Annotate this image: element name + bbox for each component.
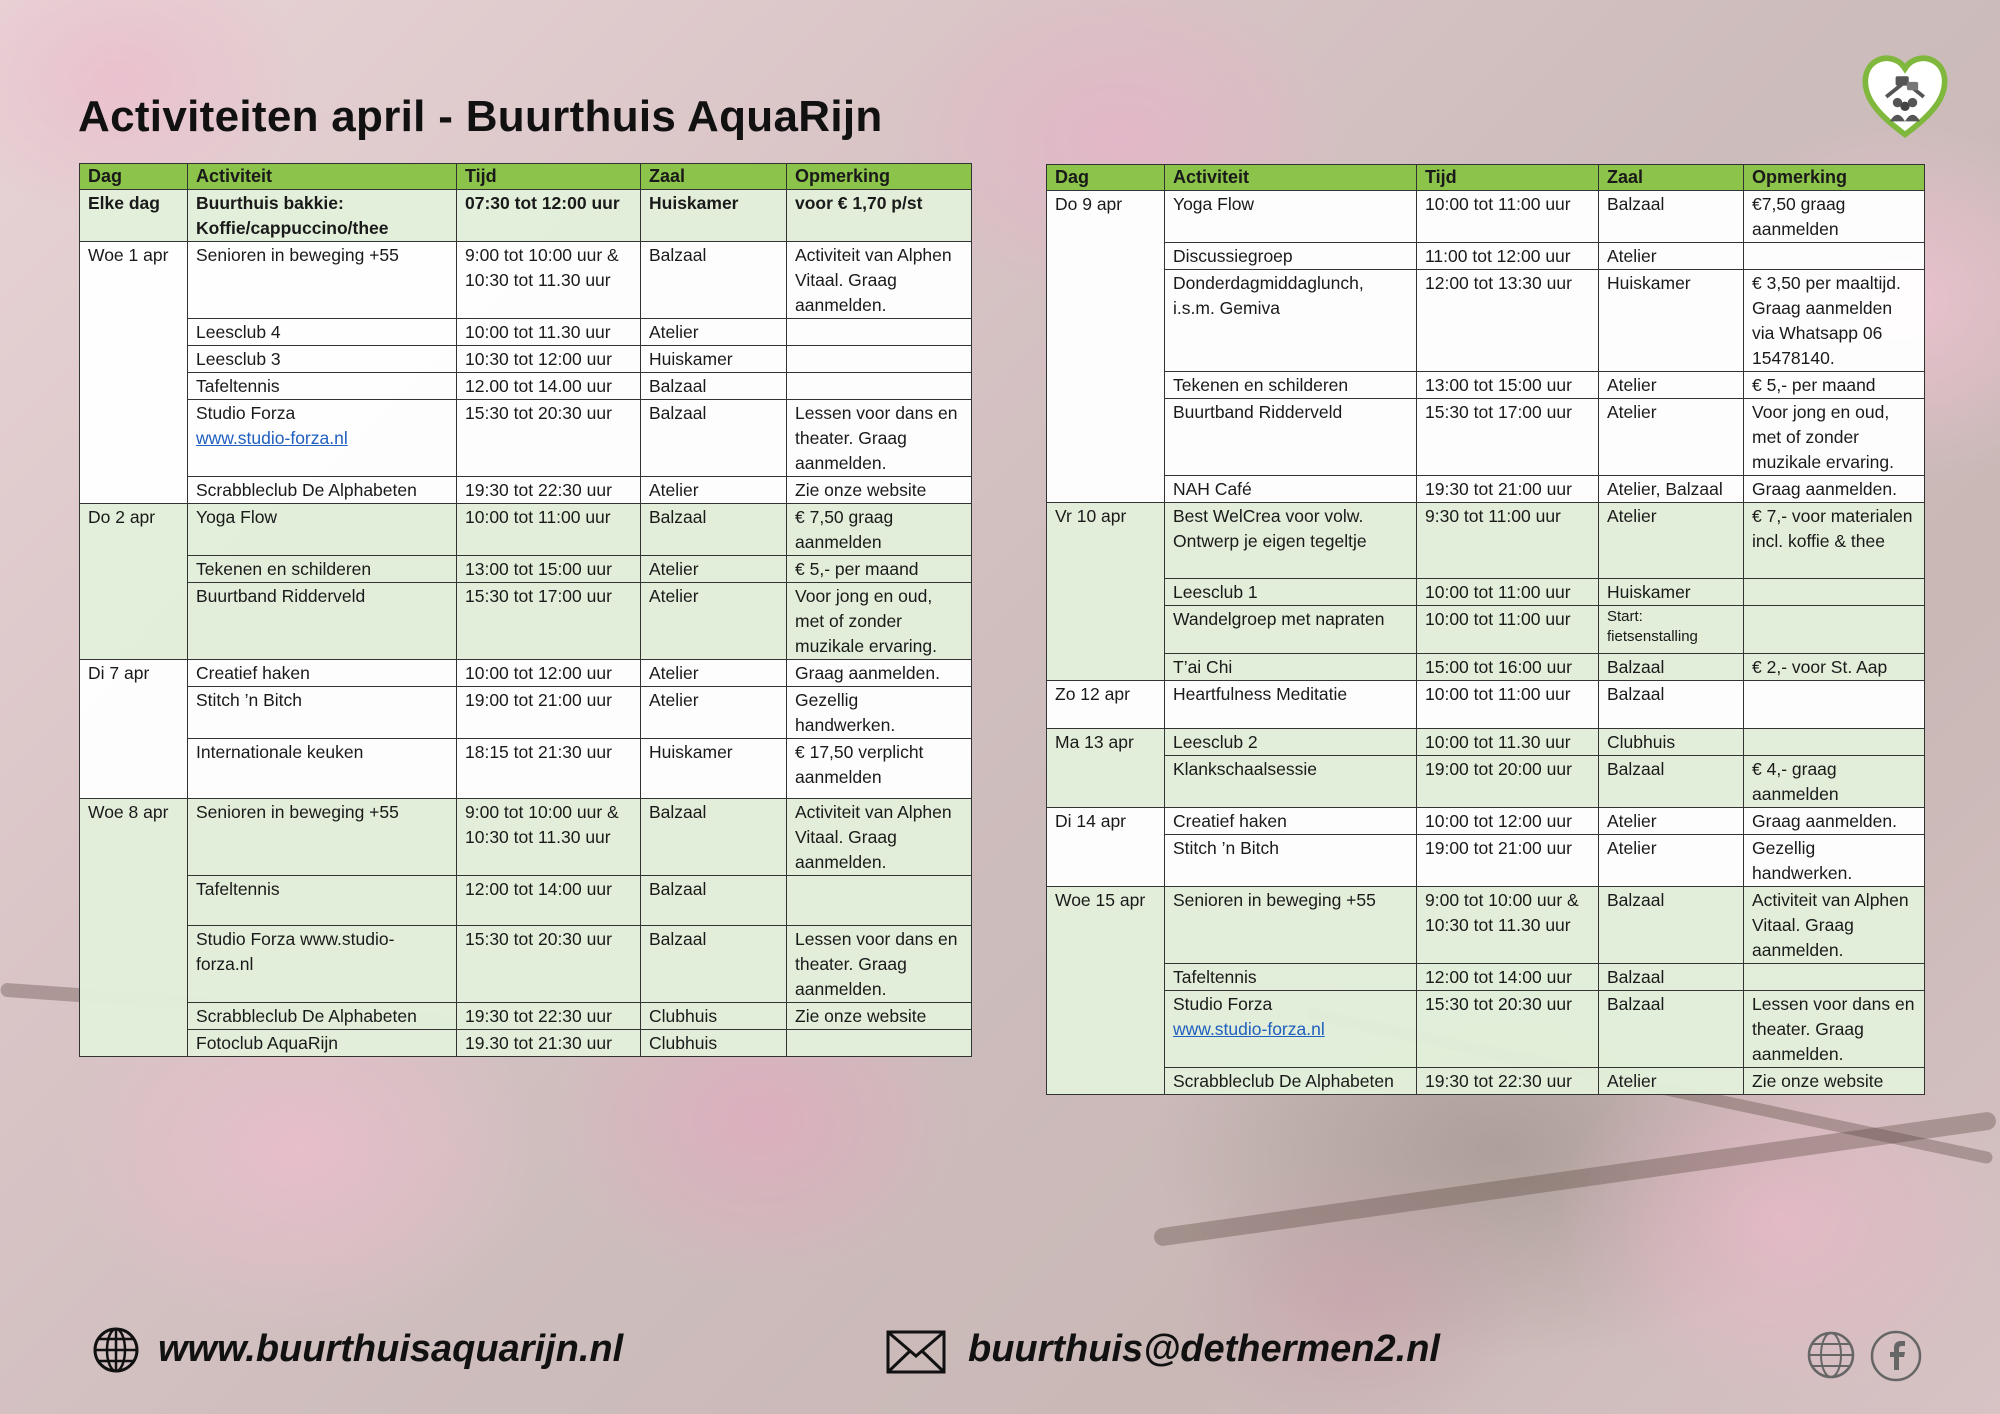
header-tijd: Tijd [1417,165,1599,191]
activity-cell: Buurtband Ridderveld [1165,399,1417,476]
page-title: Activiteiten april - Buurthuis AquaRijn [78,92,883,141]
room-cell: Clubhuis [1599,729,1744,756]
time-cell: 15:30 tot 20:30 uur [457,926,641,1003]
studio-forza-link[interactable]: www.studio-forza.nl [1173,1019,1325,1039]
table-header-row [1047,165,1925,191]
time-cell: 12:00 tot 13:30 uur [1417,270,1599,372]
day-cell: Ma 13 apr [1047,729,1165,808]
schedule-table-right [1046,164,1925,1095]
note-cell: Graag aanmelden. [1744,476,1925,503]
day-cell: Do 9 apr [1047,191,1165,503]
time-cell: 12.00 tot 14.00 uur [457,373,641,400]
room-cell: Atelier [641,556,787,583]
header-dag: Dag [80,164,188,190]
note-cell [1744,243,1925,270]
note-cell [1744,579,1925,606]
table-row [1047,729,1925,756]
note-cell: Lessen voor dans en theater. Graag aanmelden. [787,400,972,477]
activity-cell: Senioren in beweging +55 [188,799,457,876]
note-cell: €7,50 graag aanmelden [1744,191,1925,243]
activity-cell: Tekenen en schilderen [188,556,457,583]
room-cell: Atelier [641,583,787,660]
activity-cell: Leesclub 4 [188,319,457,346]
room-cell: Balzaal [641,373,787,400]
day-cell: Woe 8 apr [80,799,188,1057]
note-cell: € 2,- voor St. Aap [1744,654,1925,681]
time-cell: 15:00 tot 16:00 uur [1417,654,1599,681]
day-cell: Elke dag [80,190,188,242]
note-cell: Lessen voor dans en theater. Graag aanmelden. [1744,991,1925,1068]
table-row [80,1003,972,1030]
header-activiteit: Activiteit [1165,165,1417,191]
table-row [80,190,972,242]
activity-cell: Leesclub 1 [1165,579,1417,606]
room-cell: Huiskamer [1599,579,1744,606]
room-cell: Atelier [641,477,787,504]
table-row [1047,654,1925,681]
room-cell: Balzaal [1599,887,1744,964]
note-cell [1744,729,1925,756]
table-row [1047,270,1925,372]
activity-cell: Yoga Flow [188,504,457,556]
activity-cell: Tekenen en schilderen [1165,372,1417,399]
table-row [1047,243,1925,270]
day-cell: Di 14 apr [1047,808,1165,887]
room-cell: Atelier [1599,399,1744,476]
activity-cell: Internationale keuken [188,739,457,799]
time-cell: 15:30 tot 20:30 uur [1417,991,1599,1068]
time-cell: 19:00 tot 21:00 uur [1417,835,1599,887]
time-cell: 10:00 tot 11.30 uur [457,319,641,346]
activity-cell: Donderdagmiddaglunch, i.s.m. Gemiva [1165,270,1417,372]
table-row [1047,835,1925,887]
room-cell: Atelier [1599,503,1744,579]
time-cell: 19.30 tot 21:30 uur [457,1030,641,1057]
note-cell [787,1030,972,1057]
activity-cell: Studio Forza www.studio-forza.nl [188,926,457,1003]
room-cell: Atelier [641,687,787,739]
activity-cell: T’ai Chi [1165,654,1417,681]
note-cell [1744,964,1925,991]
time-cell: 10:00 tot 11:00 uur [1417,681,1599,729]
activity-cell: Discussiegroep [1165,243,1417,270]
room-cell: Balzaal [641,799,787,876]
activity-cell: NAH Café [1165,476,1417,503]
room-cell: Clubhuis [641,1003,787,1030]
activity-cell: Heartfulness Meditatie [1165,681,1417,729]
time-cell: 12:00 tot 14:00 uur [1417,964,1599,991]
activity-cell: Scrabbleclub De Alphabeten [188,1003,457,1030]
room-cell: Balzaal [1599,681,1744,729]
time-cell: 19:30 tot 21:00 uur [1417,476,1599,503]
room-cell: Huiskamer [1599,270,1744,372]
website-link[interactable]: www.buurthuisaquarijn.nl [158,1328,624,1370]
note-cell: Zie onze website [787,477,972,504]
time-cell: 10:30 tot 12:00 uur [457,346,641,373]
table-row [80,346,972,373]
schedule-table-left [79,163,972,1057]
activity-cell: Stitch ’n Bitch [188,687,457,739]
time-cell: 11:00 tot 12:00 uur [1417,243,1599,270]
activity-cell: Best WelCrea voor volw. Ontwerp je eigen tegeltje [1165,503,1417,579]
note-cell: € 4,- graag aanmelden [1744,756,1925,808]
time-cell: 15:30 tot 17:00 uur [1417,399,1599,476]
time-cell: 10:00 tot 12:00 uur [1417,808,1599,835]
note-cell: Activiteit van Alphen Vitaal. Graag aanmelden. [787,799,972,876]
room-cell: Balzaal [641,504,787,556]
table-row [80,242,972,319]
time-cell: 9:00 tot 10:00 uur & 10:30 tot 11.30 uur [1417,887,1599,964]
note-cell: € 5,- per maand [1744,372,1925,399]
globe-icon[interactable] [1806,1330,1856,1380]
room-cell: Balzaal [641,876,787,926]
activity-cell: Klankschaalsessie [1165,756,1417,808]
activity-cell [1165,991,1417,1068]
table-row [80,319,972,346]
activity-cell: Yoga Flow [1165,191,1417,243]
time-cell: 13:00 tot 15:00 uur [457,556,641,583]
room-cell: Atelier [641,660,787,687]
table-row [80,373,972,400]
table-row [1047,964,1925,991]
day-cell: Woe 15 apr [1047,887,1165,1095]
activity-cell: Creatief haken [188,660,457,687]
table-row [80,477,972,504]
studio-forza-link[interactable]: www.studio-forza.nl [196,428,348,448]
table-row [1047,606,1925,654]
note-cell: Voor jong en oud, met of zonder muzikale ervaring. [787,583,972,660]
table-row [1047,808,1925,835]
table-row [1047,372,1925,399]
table-row [80,504,972,556]
header-tijd: Tijd [457,164,641,190]
room-cell: Atelier, Balzaal [1599,476,1744,503]
time-cell: 10:00 tot 11:00 uur [1417,579,1599,606]
globe-icon [92,1326,140,1374]
time-cell: 10:00 tot 11.30 uur [1417,729,1599,756]
note-cell: Graag aanmelden. [1744,808,1925,835]
room-cell: Balzaal [641,400,787,477]
time-cell: 19:30 tot 22:30 uur [457,477,641,504]
day-cell: Di 7 apr [80,660,188,799]
day-cell: Vr 10 apr [1047,503,1165,681]
note-cell: € 7,50 graag aanmelden [787,504,972,556]
time-cell: 10:00 tot 11:00 uur [1417,606,1599,654]
note-cell [787,876,972,926]
time-cell: 19:30 tot 22:30 uur [457,1003,641,1030]
time-cell: 15:30 tot 20:30 uur [457,400,641,477]
table-row [80,926,972,1003]
activity-cell: Scrabbleclub De Alphabeten [1165,1068,1417,1095]
note-cell: € 17,50 verplicht aanmelden [787,739,972,799]
activity-text: Studio Forza [1173,994,1273,1014]
note-cell [1744,681,1925,729]
room-cell: Atelier [641,319,787,346]
table-row [1047,1068,1925,1095]
activity-cell: Leesclub 3 [188,346,457,373]
table-row [80,687,972,739]
time-cell: 15:30 tot 17:00 uur [457,583,641,660]
room-cell: Balzaal [1599,756,1744,808]
room-cell: Balzaal [1599,654,1744,681]
activity-cell: Tafeltennis [188,373,457,400]
activity-cell: Tafeltennis [1165,964,1417,991]
note-cell [787,373,972,400]
table-row [1047,476,1925,503]
activity-text: Studio Forza [196,403,296,423]
note-cell: € 3,50 per maaltijd. Graag aanmelden via Whatsapp 06 15478140. [1744,270,1925,372]
room-cell: Balzaal [1599,964,1744,991]
header-zaal: Zaal [1599,165,1744,191]
room-cell: Atelier [1599,243,1744,270]
activity-cell: Leesclub 2 [1165,729,1417,756]
note-cell: Voor jong en oud, met of zonder muzikale ervaring. [1744,399,1925,476]
heart-house-people-logo [1858,48,1952,142]
activity-cell: Tafeltennis [188,876,457,926]
activity-cell: Scrabbleclub De Alphabeten [188,477,457,504]
time-cell: 9:30 tot 11:00 uur [1417,503,1599,579]
activity-cell: Fotoclub AquaRijn [188,1030,457,1057]
time-cell: 19:30 tot 22:30 uur [1417,1068,1599,1095]
activity-cell: Buurtband Ridderveld [188,583,457,660]
header-opmerking: Opmerking [1744,165,1925,191]
room-cell: Balzaal [1599,191,1744,243]
room-cell: Atelier [1599,372,1744,399]
room-cell: Huiskamer [641,739,787,799]
room-cell: Huiskamer [641,190,787,242]
room-cell: Huiskamer [641,346,787,373]
table-row [1047,991,1925,1068]
note-cell: Graag aanmelden. [787,660,972,687]
day-cell: Do 2 apr [80,504,188,660]
table-row [80,739,972,799]
table-header-row [80,164,972,190]
activity-cell: Senioren in beweging +55 [1165,887,1417,964]
room-cell: Clubhuis [641,1030,787,1057]
table-row [1047,887,1925,964]
note-cell: € 7,- voor materialen incl. koffie & thee [1744,503,1925,579]
table-row [80,660,972,687]
note-cell [787,319,972,346]
table-row [1047,503,1925,579]
note-cell: Gezellig handwerken. [1744,835,1925,887]
note-cell: Gezellig handwerken. [787,687,972,739]
table-row [1047,681,1925,729]
room-cell: Balzaal [641,242,787,319]
table-row [80,400,972,477]
activity-cell: Creatief haken [1165,808,1417,835]
note-cell: € 5,- per maand [787,556,972,583]
time-cell: 10:00 tot 11:00 uur [1417,191,1599,243]
note-cell [1744,606,1925,654]
time-cell: 9:00 tot 10:00 uur & 10:30 tot 11.30 uur [457,799,641,876]
day-cell: Woe 1 apr [80,242,188,504]
header-activiteit: Activiteit [188,164,457,190]
time-cell: 18:15 tot 21:30 uur [457,739,641,799]
activity-cell: Senioren in beweging +55 [188,242,457,319]
room-cell: Start: fietsenstalling [1599,606,1744,654]
time-cell: 13:00 tot 15:00 uur [1417,372,1599,399]
note-cell [787,346,972,373]
table-row [80,583,972,660]
note-cell: Zie onze website [787,1003,972,1030]
note-cell: Activiteit van Alphen Vitaal. Graag aanmelden. [787,242,972,319]
room-cell: Balzaal [641,926,787,1003]
table-row [80,799,972,876]
table-row [1047,399,1925,476]
header-dag: Dag [1047,165,1165,191]
time-cell: 19:00 tot 20:00 uur [1417,756,1599,808]
table-row [80,556,972,583]
header-opmerking: Opmerking [787,164,972,190]
time-cell: 19:00 tot 21:00 uur [457,687,641,739]
activity-cell: Wandelgroep met napraten [1165,606,1417,654]
activity-cell: Stitch ’n Bitch [1165,835,1417,887]
day-cell: Zo 12 apr [1047,681,1165,729]
facebook-icon[interactable] [1870,1330,1922,1382]
room-cell: Atelier [1599,808,1744,835]
note-cell: Zie onze website [1744,1068,1925,1095]
email-link[interactable]: buurthuis@dethermen2.nl [968,1328,1440,1370]
room-cell: Atelier [1599,1068,1744,1095]
header-zaal: Zaal [641,164,787,190]
envelope-icon [886,1330,946,1374]
room-cell: Atelier [1599,835,1744,887]
note-cell: voor € 1,70 p/st [787,190,972,242]
note-cell: Activiteit van Alphen Vitaal. Graag aanmelden. [1744,887,1925,964]
note-cell: Lessen voor dans en theater. Graag aanmelden. [787,926,972,1003]
table-row [1047,191,1925,243]
table-row [1047,756,1925,808]
room-cell: Balzaal [1599,991,1744,1068]
time-cell: 10:00 tot 12:00 uur [457,660,641,687]
activity-cell [188,400,457,477]
table-row [1047,579,1925,606]
time-cell: 07:30 tot 12:00 uur [457,190,641,242]
time-cell: 10:00 tot 11:00 uur [457,504,641,556]
table-row [80,1030,972,1057]
time-cell: 9:00 tot 10:00 uur & 10:30 tot 11.30 uur [457,242,641,319]
table-row [80,876,972,926]
activity-cell: Buurthuis bakkie: Koffie/cappuccino/thee [188,190,457,242]
time-cell: 12:00 tot 14:00 uur [457,876,641,926]
